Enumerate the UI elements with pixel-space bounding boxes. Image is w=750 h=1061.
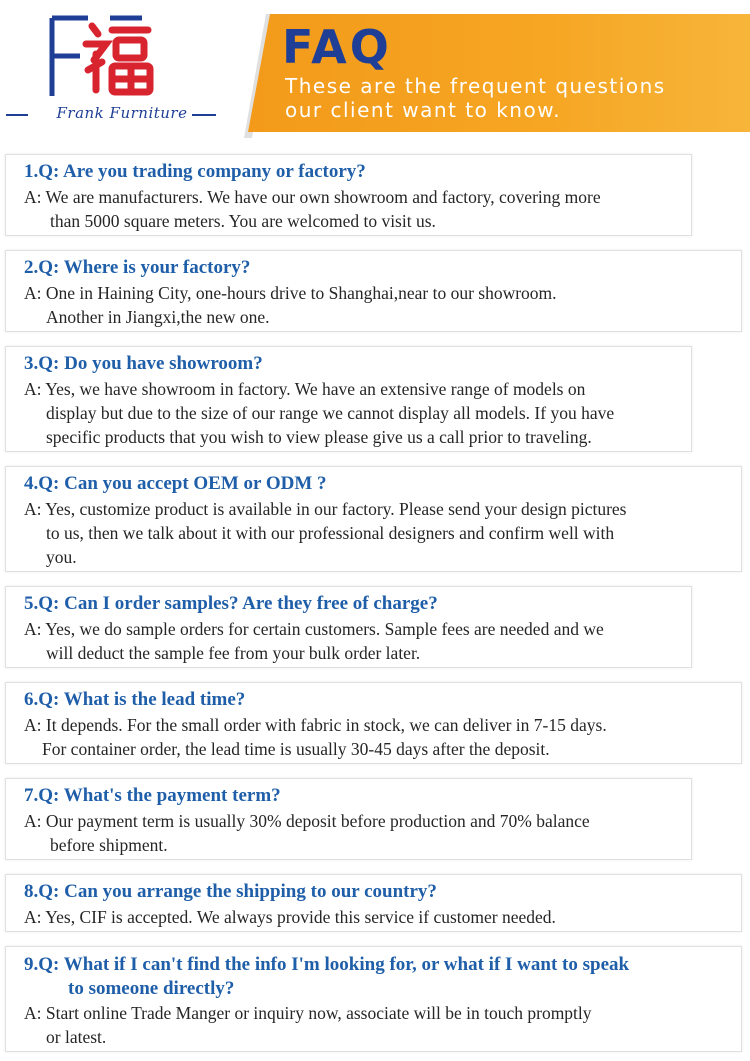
faq-answer — [24, 497, 626, 569]
faq-question: 7.Q: What's the payment term? — [24, 785, 281, 806]
faq-item — [5, 154, 692, 236]
faq-answer — [24, 281, 557, 329]
faq-item — [5, 250, 742, 332]
faq-item — [5, 682, 742, 764]
answer-line: to us, then we talk about it with our professional designers and confirm well with — [46, 523, 615, 543]
question-line: 9.Q: What if I can't find the info I'm looking for, or what if I want to speak — [24, 954, 630, 975]
answer-line: A: One in Haining City, one-hours drive to Shanghai,near to our showroom. — [24, 283, 557, 303]
faq-question: 1.Q: Are you trading company or factory? — [24, 161, 366, 182]
faq-question: 3.Q: Do you have showroom? — [24, 353, 263, 374]
answer-line: before shipment. — [50, 835, 168, 855]
faq-answer — [24, 185, 601, 233]
answer-line: will deduct the sample fee from your bulk order later. — [46, 643, 421, 663]
answer-line: A: Yes, CIF is accepted. We always provide this service if customer needed. — [24, 907, 556, 927]
answer-line: A: Start online Trade Manger or inquiry now, associate will be in touch promptly — [24, 1003, 592, 1023]
answer-line: display but due to the size of our range we cannot display all models. If you have — [46, 403, 615, 423]
faq-answer — [24, 617, 604, 665]
subtitle-line: These are the frequent questions — [285, 74, 666, 98]
question-line: to someone directly? — [68, 978, 235, 999]
answer-line: A: It depends. For the small order with fabric in stock, we can deliver in 7-15 days. — [24, 715, 607, 735]
faq-item — [5, 874, 742, 932]
answer-line: Another in Jiangxi,the new one. — [46, 307, 270, 327]
answer-line: A: Yes, we have showroom in factory. We have an extensive range of models on — [24, 379, 586, 399]
page-subtitle — [285, 74, 725, 122]
answer-line: A: We are manufacturers. We have our own showroom and factory, covering more — [24, 187, 601, 207]
answer-line: For container order, the lead time is usually 30-45 days after the deposit. — [42, 739, 550, 759]
answer-line: A: Yes, we do sample orders for certain customers. Sample fees are needed and we — [24, 619, 604, 639]
faq-item — [5, 586, 692, 668]
faq-item — [5, 346, 692, 452]
answer-line: A: Our payment term is usually 30% deposit before production and 70% balance — [24, 811, 590, 831]
faq-question: 6.Q: What is the lead time? — [24, 689, 246, 710]
faq-item — [5, 778, 692, 860]
answer-line: A: Yes, customize product is available in our factory. Please send your design pictures — [24, 499, 627, 519]
answer-line: than 5000 square meters. You are welcomed to visit us. — [50, 211, 436, 231]
faq-answer — [24, 713, 607, 761]
subtitle-line: our client want to know. — [285, 98, 562, 122]
page-title: FAQ — [282, 20, 392, 74]
faq-answer — [24, 809, 590, 857]
frank-furniture-logo-icon — [0, 0, 250, 110]
faq-question — [24, 953, 629, 1001]
faq-item — [5, 946, 742, 1052]
answer-line: specific products that you wish to view please give us a call prior to traveling. — [46, 427, 592, 447]
faq-question: 5.Q: Can I order samples? Are they free of charge? — [24, 593, 438, 614]
faq-answer — [24, 377, 614, 449]
faq-question: 8.Q: Can you arrange the shipping to our country? — [24, 881, 437, 902]
faq-question: 2.Q: Where is your factory? — [24, 257, 251, 278]
faq-question: 4.Q: Can you accept OEM or ODM ? — [24, 473, 327, 494]
faq-answer — [24, 905, 556, 929]
faq-answer — [24, 1001, 592, 1049]
brand-name: Frank Furniture — [56, 104, 188, 122]
answer-line: you. — [46, 547, 77, 567]
page-header — [0, 0, 750, 138]
faq-item — [5, 466, 742, 572]
answer-line: or latest. — [46, 1027, 107, 1047]
brand-divider-right — [192, 114, 216, 116]
